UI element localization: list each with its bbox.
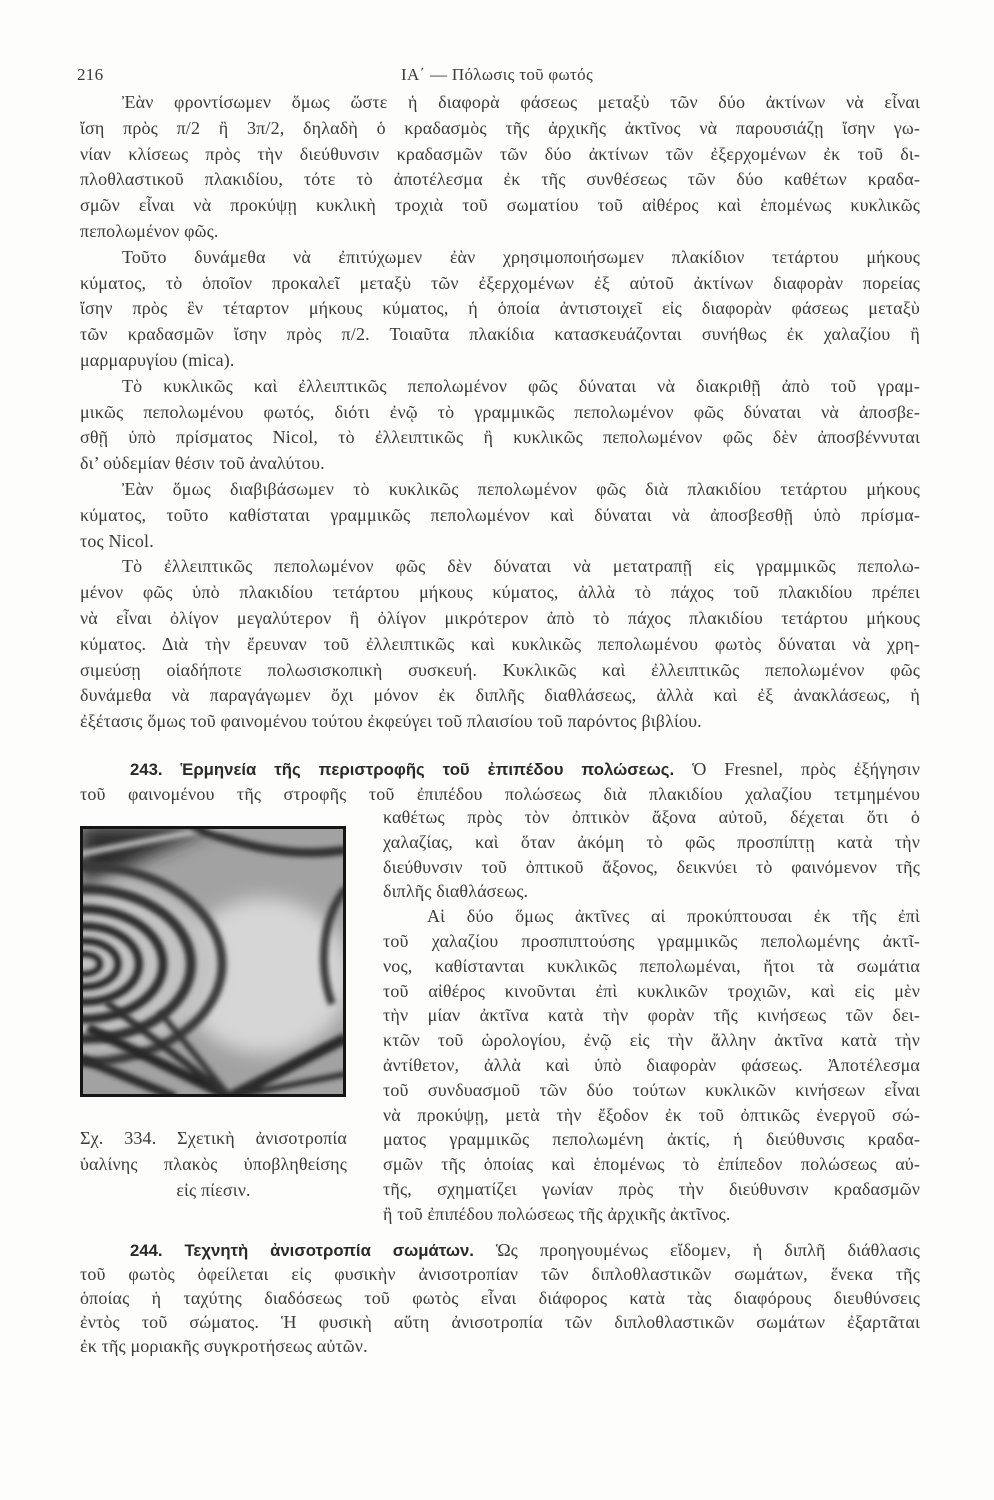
text-line: πεπολωμένον φῶς.	[80, 221, 219, 241]
section-244-lead-text: Ὡς προηγουμένως εἴδομεν, ἡ διπλῆ διάθλασις	[495, 1240, 921, 1260]
text-line: ἴσην πρὸς ἓν τέταρτον μήκους κύματος, ἡ ὁποία ἀντιστοιχεῖ εἰς διαφορὰν φάσεως μεταξὺ	[80, 298, 920, 319]
text-line: σιμεύσῃ οἱαδήποτε πολωσισκοπικὴ συσκευή. Κυκλικῶς καὶ ἐλλειπτικῶς πεπολωμένον φῶς	[80, 659, 920, 680]
section-243-lead-text: Ὁ Fresnel, πρὸς ἐξήγησιν	[692, 759, 921, 779]
page-number: 216	[77, 65, 104, 84]
text-line: τοῦ φωτὸς ὀφείλεται εἰς φυσικὴν ἀνισοτροπίαν τῶν διπλοθλαστικῶν σωμάτων, ἕνεκα τῆς	[80, 1264, 920, 1284]
caption-line: εἰς πίεσιν.	[176, 1180, 251, 1200]
caption-line: ὑαλίνης πλακὸς ὑποβληθείσης	[80, 1154, 347, 1174]
text-line: νὰ εἶναι ὀλίγον μεγαλύτερον ἢ ὀλίγον μικρότερον ἀπὸ τὸ πάχος πλακιδίου τετάρτου μήκους	[80, 608, 920, 628]
section-244-heading-line	[130, 1238, 920, 1262]
text-line: ἐκ τῆς μοριακῆς συγκροτήσεως αὐτῶν.	[80, 1336, 368, 1356]
column-text-line: τοῦ χαλαζίου προσπιπτούσης γραμμικῶς πεπολωμένης ἀκτῖ-	[383, 931, 920, 951]
section-243-title: Ἑρμηνεία τῆς περιστροφῆς τοῦ ἐπιπέδου πολώσεως.	[180, 760, 675, 779]
column-text-line: διεύθυνσιν τοῦ ὀπτικοῦ ἄξονος, δεικνύει τὸ φαινόμενον τῆς	[383, 856, 920, 877]
column-text-line: Αἱ δύο ὅμως ἀκτῖνες αἱ προκύπτουσαι ἐκ τῆς ἐπὶ	[427, 906, 920, 927]
text-line: ὁποίας ἡ ταχύτης διαδόσεως τοῦ φωτὸς εἶναι διάφορος κατὰ τὰς διαφόρους διευθύνσεις	[80, 1288, 920, 1308]
text-line: δυνάμεθα νὰ παραγάγωμεν ὄχι μόνον ἐκ διπλῆς διαθλάσεως, ἀλλὰ καὶ ἐξ ἀνακλάσεως, ἡ	[80, 685, 920, 706]
column-text-line: τοῦ συνδυασμοῦ τῶν δύο τούτων κυκλικῶν κινήσεων εἶναι	[383, 1079, 920, 1100]
column-text-line: χαλαζίας, καὶ ὅταν ἀκόμη τὸ φῶς προσπίπτῃ κατὰ τὴν	[383, 831, 920, 852]
text-line: τος Nicol.	[80, 530, 154, 551]
paragraph-first-line: Τὸ ἐλλειπτικῶς πεπολωμένον φῶς δὲν δύναται νὰ μετατραπῇ εἰς γραμμικῶς πεπολω-	[122, 556, 920, 577]
text-line: μαρμαρυγίου (mica).	[80, 350, 235, 370]
text-line: μένον φῶς ὑπὸ πλακιδίου τετάρτου μήκους κύματος, ἀλλὰ τὸ πάχος τοῦ πλακιδίου πρέπει	[80, 582, 920, 603]
text-line: σθῇ ὑπὸ πρίσματος Nicol, τὸ ἐλλειπτικῶς ἢ κυκλικῶς πεπολωμένον φῶς δὲν ἀποσβέννυται	[80, 427, 920, 448]
running-head: ΙΑ΄ — Πόλωσις τοῦ φωτός	[401, 65, 593, 84]
column-text-line: τὴν μίαν ἀκτῖνα κατὰ τὴν φορὰν τῆς κινήσεως τῶν δει-	[383, 1005, 920, 1026]
paragraph-first-line: Ἐὰν ὅμως διαβιβάσωμεν τὸ κυκλικῶς πεπολωμένον φῶς διὰ πλακιδίου τετάρτου μήκους	[122, 479, 920, 499]
column-text-line: κτῶν τοῦ ὡρολογίου, ἐνῷ εἰς τὴν ἄλλην ἀκτῖνα κατὰ τὴν	[383, 1030, 920, 1051]
text-line: τῶν κραδασμῶν ἴσην πρὸς π/2. Τοιαῦτα πλακίδια κατασκευάζονται συνήθως ἐκ χαλαζίου ἢ	[80, 324, 920, 345]
column-text-line: τοῦ αἰθέρος κινοῦνται ἐπὶ κυκλικῶν τροχιῶν, καὶ εἰς μὲν	[383, 980, 920, 1001]
column-text-line: σμῶν τῆς ὁποίας καὶ ἑπομένως τὸ ἐπίπεδον πολώσεως αὐ-	[383, 1154, 920, 1175]
column-text-line: νὰ προκύψῃ, μετὰ τὴν ἔξοδον ἐκ τοῦ ὀπτικῶς ἐνεργοῦ σώ-	[383, 1104, 920, 1125]
text-line: μικῶς πεπολωμένου φωτός, διότι ἐνῷ τὸ γραμμικῶς πεπολωμένον φῶς δύναται νὰ ἀποσβε-	[80, 401, 920, 422]
column-text-line: ἢ τοῦ ἐπιπέδου πολώσεως τῆς ἀρχικῆς ἀκτῖνος.	[383, 1203, 731, 1224]
text-line: νίαν κλίσεως πρὸς τὴν διεύθυνσιν κραδασμῶν τῶν δύο ἀκτίνων τῶν ἐξερχομένων ἐκ τοῦ δι-	[80, 143, 920, 164]
paragraph-first-line: Τοῦτο δυνάμεθα νὰ ἐπιτύχωμεν ἐὰν χρησιμοποιήσωμεν πλακίδιον τετάρτου μήκους	[122, 246, 920, 267]
column-text-line: καθέτως πρὸς τὸν ὀπτικὸν ἄξονα αὐτοῦ, δέχεται ὅτι ὁ	[383, 807, 920, 827]
section-244-number: 244.	[130, 1241, 163, 1260]
text-line: ἴση πρὸς π/2 ἢ 3π/2, δηλαδὴ ὁ κραδασμὸς τῆς ἀρχικῆς ἀκτῖνος νὰ παρουσιάζῃ ἴσην γω-	[80, 117, 920, 138]
section-244-title: Τεχνητὴ ἀνισοτροπία σωμάτων.	[184, 1241, 474, 1260]
text-line: κύματος, τὸ ὁποῖον προκαλεῖ μεταξὺ τῶν ἐξερχομένων ἐξ αὐτοῦ ἀκτίνων διαφορὰν πορείας	[80, 272, 920, 293]
text-line: δι’ οὐδεμίαν θέσιν τοῦ ἀναλύτου.	[80, 453, 325, 474]
column-text-line: νος, καθίστανται κυκλικῶς πεπολωμέναι, ἤτοι τὰ σωμάτια	[383, 955, 920, 976]
caption-line: Σχ. 334. Σχετικὴ ἀνισοτροπία	[80, 1128, 347, 1148]
paragraph-first-line: Ἐὰν φροντίσωμεν ὅμως ὥστε ἡ διαφορὰ φάσεως μεταξὺ τῶν δύο ἀκτίνων νὰ εἶναι	[122, 92, 920, 112]
section-243-number: 243.	[130, 760, 163, 779]
text-line: ἐξέτασις ὅμως τοῦ φαινομένου τούτου ἐκφεύγει τοῦ πλαισίου τοῦ παρόντος βιβλίου.	[80, 711, 702, 732]
text-line: σμῶν εἶναι νὰ προκύψῃ κυκλικὴ τροχιὰ τοῦ σωματίου τοῦ αἰθέρος καὶ ἑπομένως κυκλικῶς	[80, 195, 920, 216]
column-text-line: τῆς, σχηματίζει γωνίαν πρὸς τὴν διεύθυνσιν κραδασμῶν	[383, 1179, 920, 1199]
column-text-line: διπλῆς διαθλάσεως.	[383, 881, 529, 902]
text-line: πλοθλαστικοῦ πλακιδίου, τότε τὸ ἀποτέλεσμα ἐκ τῆς συνθέσεως τῶν δύο καθέτων κραδα-	[80, 169, 920, 190]
text-line: ἐντὸς τοῦ σώματος. Ἡ φυσικὴ αὕτη ἀνισοτροπία τῶν διπλοθλαστικῶν σωμάτων ἐξαρτᾶται	[80, 1312, 920, 1332]
text-line: κύματος. Διὰ τὴν ἔρευναν τοῦ ἐλλειπτικῶς καὶ κυκλικῶς πεπολωμένου φωτὸς δύναται νὰ χρη-	[80, 633, 920, 654]
text-line: τοῦ φαινομένου τῆς στροφῆς τοῦ ἐπιπέδου πολώσεως διὰ πλακιδίου χαλαζίου τετμημένου	[80, 783, 920, 804]
text-line: κύματος, τοῦτο καθίσταται γραμμικῶς πεπολωμένον καὶ δύναται νὰ ἀποσβεσθῇ ὑπὸ πρίσμα-	[80, 504, 920, 525]
column-text-line: ἀντίθετον, ἀλλὰ καὶ ὑπὸ διαφορὰν φάσεως. Ἀποτέλεσμα	[383, 1055, 920, 1075]
paragraph-first-line: Τὸ κυκλικῶς καὶ ἐλλειπτικῶς πεπολωμένον φῶς δύναται νὰ διακριθῇ ἀπὸ τοῦ γραμ-	[122, 375, 920, 396]
column-text-line: ματος γραμμικῶς πεπολωμένη ἀκτίς, ἡ διεύθυνσις κραδα-	[383, 1129, 920, 1150]
